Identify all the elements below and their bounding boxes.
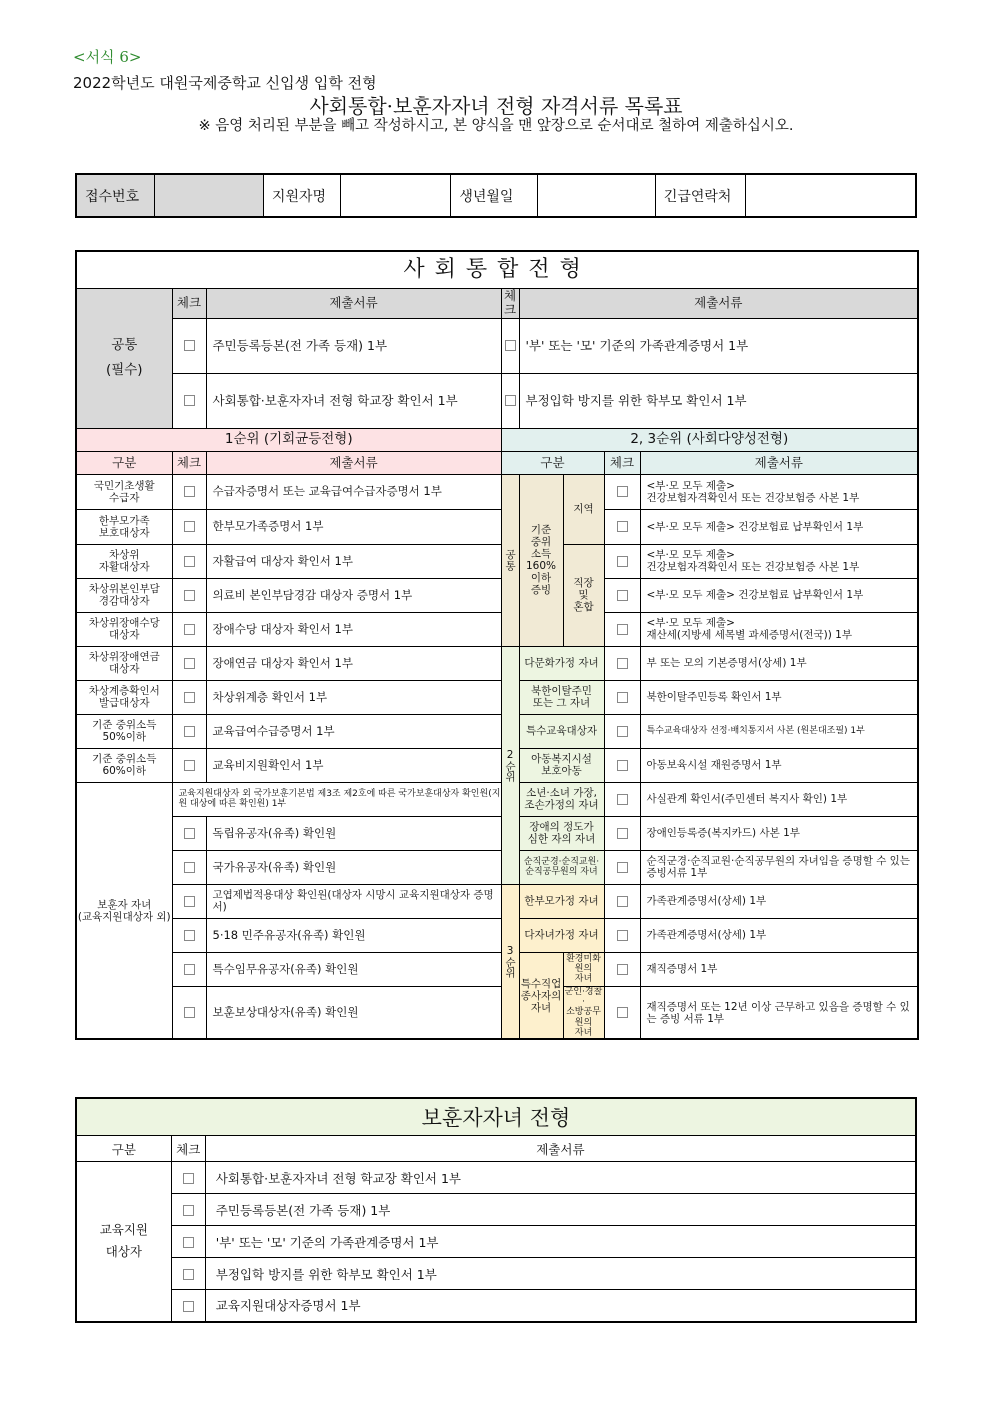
checkbox[interactable] (184, 658, 195, 669)
check-header: 체크 (501, 289, 519, 319)
checkbox[interactable] (617, 726, 628, 737)
doc-header: 제출서류 (640, 451, 918, 474)
checkbox-cell[interactable] (172, 714, 206, 748)
region-label: 지역 (563, 474, 604, 544)
checkbox[interactable] (505, 395, 516, 406)
rank1-doc: 의료비 본인부담경감 대상자 증명서 1부 (206, 578, 501, 612)
doc-header: 제출서류 (206, 289, 501, 319)
birthdate-label: 생년월일 (451, 174, 537, 217)
checkbox[interactable] (617, 521, 628, 532)
rank3-category: 한부모가정 자녀 (519, 884, 604, 918)
checkbox-cell[interactable] (172, 918, 206, 952)
veteran-track-doc: 사회통합·보훈자자녀 전형 학교장 확인서 1부 (205, 1162, 916, 1194)
checkbox-cell[interactable] (604, 884, 640, 918)
checkbox[interactable] (184, 521, 195, 532)
veteran-section-title: 보훈자자녀 전형 (76, 1098, 916, 1136)
check-header: 체크 (172, 451, 206, 474)
veteran-track-doc: 교육지원대상자증명서 1부 (205, 1290, 916, 1322)
checkbox-cell[interactable] (172, 318, 206, 373)
rank2-label: 2순위 (501, 646, 519, 884)
checkbox-cell[interactable] (604, 474, 640, 509)
special-job-doc: 재직증명서 1부 (640, 952, 918, 986)
rank1-category: 차상위 자활대상자 (76, 544, 172, 578)
rank1-category: 국민기초생활 수급자 (76, 474, 172, 509)
check-header: 체크 (171, 1136, 205, 1162)
veteran-note: 교육지원대상자 외 국가보훈기본법 제3조 제2호에 따른 국가보훈대상자 확인원(지원 대상에 따른 확인원) 1부 (172, 782, 501, 816)
checkbox-cell[interactable] (604, 509, 640, 544)
checkbox[interactable] (184, 828, 195, 839)
checkbox-cell[interactable] (604, 714, 640, 748)
checkbox[interactable] (184, 930, 195, 941)
checkbox[interactable] (617, 590, 628, 601)
rank1-title: 1순위 (기회균등전형) (76, 428, 501, 451)
checkbox[interactable] (617, 964, 628, 975)
checkbox-cell[interactable] (172, 646, 206, 680)
rank1-category: 한부모가족 보호대상자 (76, 509, 172, 544)
rank2-category: 순직군경·순직교원· 순직공무원의 자녀 (519, 850, 604, 884)
rank1-doc: 한부모가족증명서 1부 (206, 509, 501, 544)
checkbox-cell[interactable] (604, 816, 640, 850)
checkbox[interactable] (184, 486, 195, 497)
checkbox[interactable] (184, 896, 195, 907)
common-group-label: 공통 (501, 474, 519, 646)
social-integration-table (75, 250, 919, 1040)
checkbox[interactable] (184, 1007, 195, 1018)
rank1-doc: 교육급여수급증명서 1부 (206, 714, 501, 748)
common-doc: 부정입학 방지를 위한 학부모 확인서 1부 (519, 373, 918, 428)
rank1-category: 차상위장애연금 대상자 (76, 646, 172, 680)
checkbox[interactable] (184, 964, 195, 975)
checkbox[interactable] (184, 395, 195, 406)
rank1-doc: 장애연금 대상자 확인서 1부 (206, 646, 501, 680)
rank3-doc: 가족관계증명서(상세) 1부 (640, 918, 918, 952)
checkbox[interactable] (617, 692, 628, 703)
income-doc: <부·모 모두 제출> 건강보험자격확인서 또는 건강보험증 사본 1부 (640, 474, 918, 509)
birthdate-field[interactable] (537, 174, 655, 217)
rank1-category: 차상위장애수당 대상자 (76, 612, 172, 646)
special-job-category: 환경미화원의 자녀 (563, 952, 604, 986)
category-header: 구분 (501, 451, 604, 474)
checkbox[interactable] (183, 1237, 194, 1248)
checkbox-cell[interactable] (604, 748, 640, 782)
checkbox[interactable] (617, 624, 628, 635)
common-doc: '부' 또는 '모' 기준의 가족관계증명서 1부 (519, 318, 918, 373)
veteran-category: 보훈자 자녀 (교육지원대상자 외) (76, 782, 172, 1039)
rank2-doc: 부 또는 모의 기본증명서(상세) 1부 (640, 646, 918, 680)
rank2-category: 장애의 정도가 심한 자의 자녀 (519, 816, 604, 850)
receipt-no-field (154, 174, 263, 217)
checkbox-cell[interactable] (604, 680, 640, 714)
checkbox-cell[interactable] (172, 474, 206, 509)
receipt-no-label: 접수번호 (76, 174, 154, 217)
special-job-category: 군인·경찰· 소방공무원의 자녀 (564, 986, 603, 1039)
doc-header: 제출서류 (205, 1136, 916, 1162)
veteran-track-category: 교육지원 대상자 (76, 1162, 171, 1322)
veteran-doc: 특수임무유공자(유족) 확인원 (206, 952, 501, 986)
rank3-doc: 가족관계증명서(상세) 1부 (640, 884, 918, 918)
checkbox[interactable] (617, 556, 628, 567)
checkbox-cell[interactable] (172, 373, 206, 428)
veteran-track-doc: 부정입학 방지를 위한 학부모 확인서 1부 (205, 1258, 916, 1290)
checkbox-cell[interactable] (172, 612, 206, 646)
income-doc: <부·모 모두 제출> 재산세(지방세 세목별 과세증명서(전국)) 1부 (640, 612, 918, 646)
checkbox-cell[interactable] (172, 816, 206, 850)
check-header: 체크 (172, 289, 206, 319)
checkbox-cell[interactable] (604, 782, 640, 816)
checkbox[interactable] (184, 590, 195, 601)
checkbox-cell[interactable] (604, 986, 640, 1039)
checkbox[interactable] (184, 340, 195, 351)
rank2-category: 다문화가정 자녀 (519, 646, 604, 680)
checkbox-cell[interactable] (604, 918, 640, 952)
rank1-category: 기준 중위소득 50%이하 (76, 714, 172, 748)
rank1-doc: 교육비지원확인서 1부 (206, 748, 501, 782)
rank2-doc: 사실관계 확인서(주민센터 복지사 확인) 1부 (640, 782, 918, 816)
checkbox-cell[interactable] (172, 680, 206, 714)
social-section-title: 사회통합전형 (76, 251, 918, 289)
checkbox[interactable] (617, 862, 628, 873)
checkbox[interactable] (183, 1173, 194, 1184)
veteran-track-doc: 주민등록등본(전 가족 등재) 1부 (205, 1194, 916, 1226)
checkbox-cell[interactable] (501, 373, 519, 428)
veteran-doc: 고엽제법적용대상 확인원(대상자 시망시 교육지원대상자 증명서) (206, 884, 501, 918)
checkbox-cell[interactable] (172, 952, 206, 986)
rank1-category: 기준 중위소득 60%이하 (76, 748, 172, 782)
rank1-doc: 차상위계층 확인서 1부 (206, 680, 501, 714)
school-line: 2022학년도 대원국제중학교 신입생 입학 전형 (73, 74, 377, 92)
veteran-track-doc: '부' 또는 '모' 기준의 가족관계증명서 1부 (205, 1226, 916, 1258)
check-header: 체크 (604, 451, 640, 474)
checkbox[interactable] (505, 340, 516, 351)
checkbox-cell[interactable] (604, 850, 640, 884)
income-doc: <부·모 모두 제출> 건강보험료 납부확인서 1부 (640, 578, 918, 612)
checkbox-cell[interactable] (604, 578, 640, 612)
common-required-label: 공통 (필수) (76, 289, 172, 429)
checkbox-cell[interactable] (604, 646, 640, 680)
emergency-contact-label: 긴급연락처 (655, 174, 745, 217)
checkbox-cell[interactable] (501, 318, 519, 373)
common-doc: 사회통합·보훈자자녀 전형 학교장 확인서 1부 (206, 373, 501, 428)
income-label: 기준 중위 소득 160% 이하 증빙 (519, 474, 563, 646)
workplace-label: 직장 및 혼합 (563, 544, 604, 646)
rank2-doc: 장애인등록증(복지카드) 사본 1부 (640, 816, 918, 850)
checkbox[interactable] (184, 862, 195, 873)
checkbox-cell[interactable] (172, 748, 206, 782)
rank2-category: 아동복지시설 보호아동 (519, 748, 604, 782)
checkbox-cell[interactable] (171, 1194, 205, 1226)
applicant-name-field[interactable] (341, 174, 451, 217)
instruction-note: ※ 음영 처리된 부분을 빼고 작성하시고, 본 양식을 맨 앞장으로 순서대로 철하여 제출하십시오. (198, 118, 794, 134)
checkbox[interactable] (183, 1301, 194, 1312)
checkbox-cell[interactable] (604, 544, 640, 578)
checkbox[interactable] (617, 658, 628, 669)
checkbox[interactable] (184, 692, 195, 703)
checkbox-cell[interactable] (604, 612, 640, 646)
veteran-track-table (75, 1097, 917, 1323)
rank23-title: 2, 3순위 (사회다양성전형) (501, 428, 918, 451)
checkbox[interactable] (184, 624, 195, 635)
checkbox[interactable] (184, 760, 195, 771)
applicant-info-table (75, 173, 917, 218)
checkbox-cell[interactable] (172, 884, 206, 918)
rank2-doc: 특수교육대상자 선정·배치통지서 사본 (원본대조필) 1부 (640, 714, 918, 748)
common-doc: 주민등록등본(전 가족 등재) 1부 (206, 318, 501, 373)
checkbox-cell[interactable] (172, 578, 206, 612)
checkbox-cell[interactable] (171, 1258, 205, 1290)
checkbox-cell[interactable] (604, 952, 640, 986)
doc-header: 제출서류 (206, 451, 501, 474)
checkbox[interactable] (617, 896, 628, 907)
veteran-doc: 국가유공자(유족) 확인원 (206, 850, 501, 884)
checkbox-cell[interactable] (172, 544, 206, 578)
page-title: 사회통합·보훈자자녀 전형 자격서류 목록표 (309, 94, 683, 118)
income-doc: <부·모 모두 제출> 건강보험료 납부확인서 1부 (640, 509, 918, 544)
rank2-doc: 북한이탈주민등록 확인서 1부 (640, 680, 918, 714)
rank2-doc: 순직군경·순직교원·순직공무원의 자녀임을 증명할 수 있는 증빙서류 1부 (640, 850, 918, 884)
doc-header: 제출서류 (519, 289, 918, 319)
checkbox[interactable] (617, 794, 628, 805)
rank2-doc: 아동보육시설 재원증명서 1부 (640, 748, 918, 782)
checkbox[interactable] (617, 930, 628, 941)
checkbox[interactable] (184, 726, 195, 737)
checkbox-cell[interactable] (171, 1226, 205, 1258)
rank1-category: 차상위본인부담 경감대상자 (76, 578, 172, 612)
form-tag: <서식 6> (73, 48, 142, 66)
special-job-doc: 재직증명서 또는 12년 이상 근무하고 있음을 증명할 수 있는 증빙 서류 1부 (640, 986, 918, 1039)
checkbox-cell[interactable] (172, 509, 206, 544)
checkbox[interactable] (184, 556, 195, 567)
rank1-doc: 자활급여 대상자 확인서 1부 (206, 544, 501, 578)
checkbox[interactable] (183, 1269, 194, 1280)
rank3-category: 다자녀가정 자녀 (519, 918, 604, 952)
rank3-label: 3순위 (501, 884, 519, 1039)
category-header: 구분 (76, 1136, 171, 1162)
checkbox[interactable] (183, 1205, 194, 1216)
checkbox[interactable] (617, 486, 628, 497)
checkbox[interactable] (617, 1007, 628, 1018)
income-doc: <부·모 모두 제출> 건강보험자격확인서 또는 건강보험증 사본 1부 (640, 544, 918, 578)
rank1-doc: 장애수당 대상자 확인서 1부 (206, 612, 501, 646)
applicant-name-label: 지원자명 (263, 174, 340, 217)
rank1-doc: 수급자증명서 또는 교육급여수급자증명서 1부 (206, 474, 501, 509)
rank2-category: 북한이탈주민 또는 그 자녀 (519, 680, 604, 714)
checkbox-cell[interactable] (172, 986, 206, 1039)
special-job-label: 특수직업 종사자의 자녀 (519, 952, 563, 1039)
veteran-doc: 5·18 민주유공자(유족) 확인원 (206, 918, 501, 952)
checkbox-cell[interactable] (171, 1290, 205, 1322)
checkbox-cell[interactable] (172, 850, 206, 884)
rank2-category: 소년·소녀 가장, 조손가정의 자녀 (519, 782, 604, 816)
emergency-contact-field[interactable] (746, 174, 916, 217)
rank2-category: 특수교육대상자 (519, 714, 604, 748)
checkbox[interactable] (617, 828, 628, 839)
rank1-category: 차상계층확인서 발급대상자 (76, 680, 172, 714)
veteran-doc: 보훈보상대상자(유족) 확인원 (206, 986, 501, 1039)
checkbox-cell[interactable] (171, 1162, 205, 1194)
category-header: 구분 (76, 451, 172, 474)
checkbox[interactable] (617, 760, 628, 771)
veteran-doc: 독립유공자(유족) 확인원 (206, 816, 501, 850)
